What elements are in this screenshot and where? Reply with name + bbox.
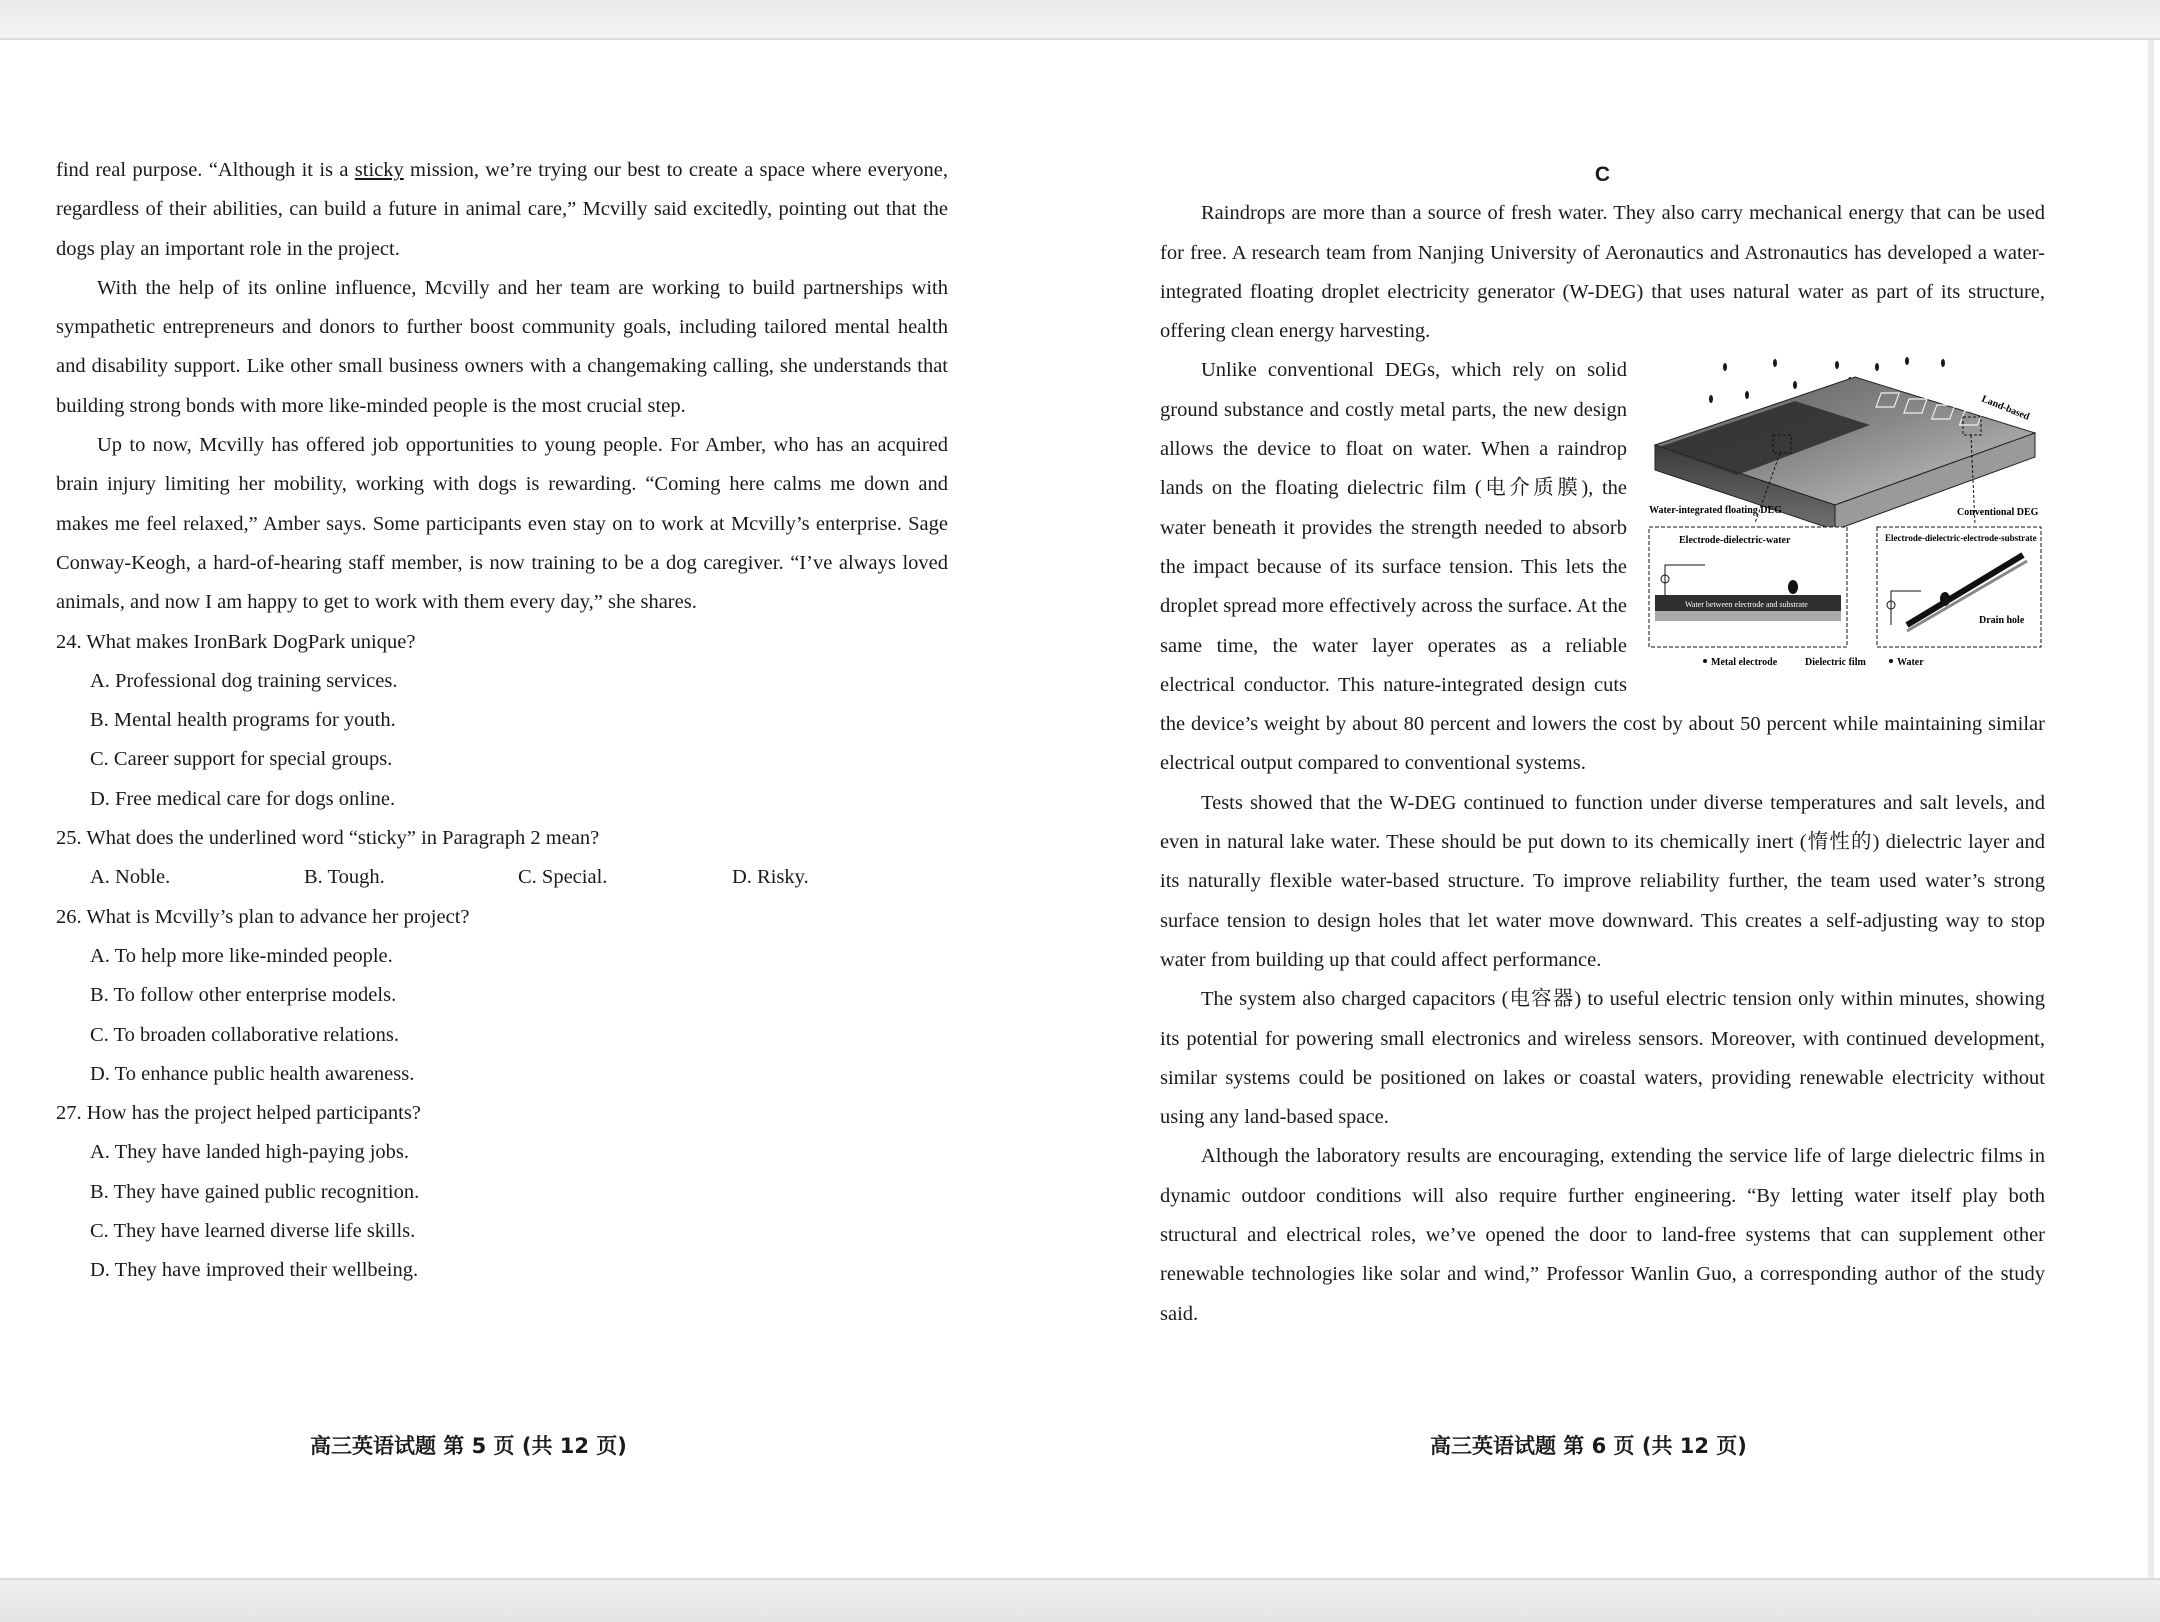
legend-dielectric-film: Dielectric film [1805,657,1866,669]
w-deg-figure [1645,355,2045,673]
option-c[interactable]: C. To broaden collaborative relations. [90,1023,400,1046]
electrode-substrate-label: Electrode-dielectric-electrode-substrate [1885,533,2037,544]
underlined-word-sticky: sticky [354,159,404,181]
question-24 [56,623,948,819]
option-c[interactable]: C. They have learned diverse life skills. [90,1220,416,1243]
option-a[interactable]: A. Professional dog training services. [90,669,398,692]
conventional-inset-box [1877,527,2041,647]
passage-c-paragraph-1: Raindrops are more than a source of fresh water. They also carry mechanical energy that can be used for free. A research team from Nanjing University of Aeronautics and Astronautics has developed a water-integrated floating droplet electricity generator (W-DEG) that uses natural water as part of its structure, offering clean energy harvesting. [1160,202,2045,343]
section-letter: C [1594,163,1611,186]
electrode-water-label: Electrode-dielectric-water [1679,535,1791,547]
passage-c-paragraph-4: The system also charged capacitors (电容器) to useful electric tension only within minutes, showing its potential for powering small electronics and wireless sensors. Moreover, with continued development, similar systems could be positioned on lakes or coastal waters, providing renewable electricity without using any land-based space. [1160,988,2045,1129]
page-6-column [1160,155,2045,1334]
paragraph-1 [56,151,948,269]
option-c[interactable]: C. Career support for special groups. [90,748,393,771]
paragraph-1-end: mission, we’re trying our best to create a space where everyone, regardless of their abilities, can build a future in animal care,” Mcvilly said excitedly, pointing out that the dogs play an important role in the project. [56,159,949,260]
options-row [56,858,948,897]
option-a[interactable]: A. To help more like-minded people. [90,944,393,967]
option-a[interactable]: A. Noble. [90,866,171,889]
option-b[interactable]: B. To follow other enterprise models. [90,984,397,1007]
top-scan-band [0,0,2160,40]
bottom-scan-band [0,1578,2160,1622]
question-stem: 26. What is Mcvilly’s plan to advance her project? [56,905,470,928]
option-d[interactable]: D. To enhance public health awareness. [90,1062,415,1085]
option-d[interactable]: D. Risky. [732,866,809,889]
paragraph-2: With the help of its online influence, Mcvilly and her team are working to build partnerships with sympathetic entrepreneurs and donors to further boost community goals, including tailored mental health and disability support. Like other small business owners with a changemaking calling, she understands that building strong bonds with more like-minded people is the most crucial step. [56,276,948,417]
option-c[interactable]: C. Special. [518,866,608,889]
question-27 [56,1094,948,1290]
page-5-column [56,151,948,1291]
option-b[interactable]: B. Tough. [304,866,385,889]
paragraph-1-start: find real purpose. “Although it is a [56,159,355,181]
option-a[interactable]: A. They have landed high-paying jobs. [90,1141,410,1164]
legend-water: Water [1897,657,1924,669]
question-stem: 25. What does the underlined word “sticky” in Paragraph 2 mean? [56,827,600,850]
water-between-label: Water between electrode and substrate [1685,600,1808,610]
question-25 [56,819,948,898]
option-b[interactable]: B. They have gained public recognition. [90,1180,420,1203]
question-stem: 27. How has the project helped participants? [56,1102,421,1125]
question-26 [56,898,948,1094]
option-d[interactable]: D. Free medical care for dogs online. [90,787,396,810]
drain-hole-label: Drain hole [1979,615,2025,627]
land-based-label: Land-based [1979,394,2031,424]
question-stem: 24. What makes IronBark DogPark unique? [56,630,416,653]
page-6-footer: 高三英语试题 第 6 页 (共 12 页) [1430,1434,1747,1458]
passage-c-paragraph-2: Unlike conventional DEGs, which rely on solid ground substance and costly metal parts, the new design allows the device to float on water. When a raindrop lands on the floating dielectric film (电介质膜), the water beneath it provides the strength needed to absorb the impact because of its surface tension. This lets the droplet spread more effectively across the surface. At the same time, the water layer operates as a reliable electrical conductor. This nature-integrated design cuts the device’s weight by about 80 percent and lowers the cost by about 50 percent while maintaining similar electrical output compared to conventional systems. [1160,359,2045,775]
option-d[interactable]: D. They have improved their wellbeing. [90,1259,419,1282]
legend-metal-electrode: Metal electrode [1711,657,1778,669]
conventional-deg-label: Conventional DEG [1957,507,2039,519]
water-integrated-label: Water-integrated floating DEG [1649,505,1782,517]
paragraph-3: Up to now, Mcvilly has offered job opportunities to young people. For Amber, who has an acquired brain injury limiting her mobility, working with dogs is rewarding. “Coming here calms me down and makes me feel relaxed,” Amber says. Some participants even stay on to work at Mcvilly’s enterprise. Sage Conway-Keogh, a hard-of-hearing staff member, is now training to be a dog caregiver. “I’ve always loved animals, and now I am happy to get to work with them every day,” she shares. [56,434,948,614]
page-right-edge [2148,40,2154,1580]
w-deg-diagram-svg [1645,355,2045,673]
passage-c-paragraph-3: Tests showed that the W-DEG continued to function under diverse temperatures and salt levels, and even in natural lake water. These should be put down to its chemically inert (惰性的) dielectric layer and its naturally flexible water-based structure. To improve reliability further, the team used water’s strong surface tension to design holes that let water move downward. This creates a self-adjusting way to stop water from building up that could affect performance. [1160,791,2045,971]
page-5-footer: 高三英语试题 第 5 页 (共 12 页) [310,1434,627,1458]
option-b[interactable]: B. Mental health programs for youth. [90,709,396,732]
passage-c-paragraph-5: Although the laboratory results are encouraging, extending the service life of large dielectric films in dynamic outdoor conditions will also require further engineering. “By letting water itself play both structural and electrical roles, we’ve opened the door to land-free systems that can supplement other renewable technologies like solar and wind,” Professor Wanlin Guo, a corresponding author of the study said. [1160,1145,2045,1325]
